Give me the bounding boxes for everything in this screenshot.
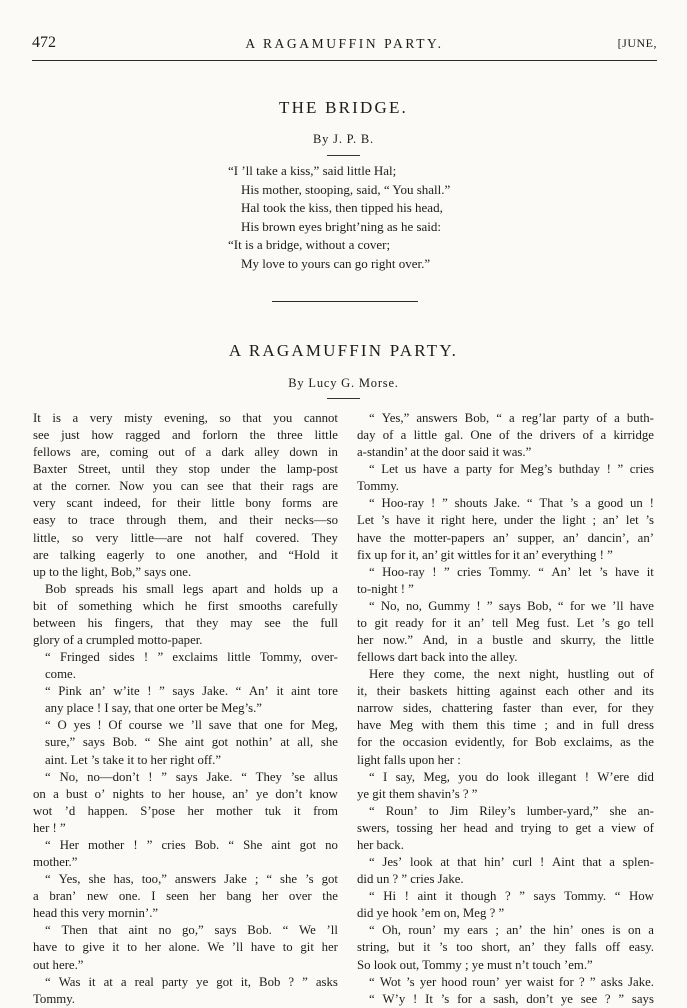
text-line: “ Hoo-ray ! ” cries Tommy. “ An’ let ’s have it — [369, 564, 654, 579]
text-line: “ Yes, she has, too,” answers Jake ; “ she ’s got — [45, 872, 338, 887]
section-divider — [272, 301, 418, 302]
text-line: to git ready for it an’ tell Meg fust. Let ’s go tell — [357, 615, 654, 630]
text-line: Bob spreads his small legs apart and holds up a — [45, 581, 338, 596]
text-line: “ Hoo-ray ! ” shouts Jake. “ That ’s a good un ! — [369, 496, 654, 511]
text-line: bit of something which he first smooths carefully — [33, 598, 338, 613]
text-line: narrow sides, chattering faster than ever, for they — [357, 701, 654, 716]
article-title: A RAGAMUFFIN PARTY. — [228, 341, 459, 360]
text-line: “ W’y ! It ’s for a sash, don’t ye see ? ” says — [369, 991, 654, 1006]
text-line: “ Pink an’ w’ite ! ” says Jake. “ An’ it aint tore — [45, 684, 338, 699]
text-line: for the occasion evidently, for Bob exclaims, as the — [357, 735, 654, 750]
poem-line: “I ’ll take a kiss,” said little Hal; — [228, 163, 397, 178]
text-line: swers, tossing her head and trying to get a view of — [357, 820, 654, 835]
article-title-rule — [327, 398, 360, 399]
article-byline: By Lucy G. Morse. — [288, 376, 399, 390]
header-rule — [32, 60, 657, 61]
text-line: Baxter Street, until they stop under the lamp-post — [33, 462, 338, 477]
text-line: aint. Let ’s take it to her right off.” — [45, 752, 222, 767]
text-line: sure,” says Bob. “ She aint got nothin’ at all, she — [45, 735, 338, 750]
text-line: “ Her mother ! ” cries Bob. “ She aint got no — [45, 837, 338, 852]
text-line: up to the light, Bob,” says one. — [33, 564, 192, 579]
text-line: mother.” — [33, 855, 78, 870]
text-line: “ Oh, roun’ my ears ; an’ the hin’ ones is on a — [369, 923, 654, 938]
text-line: It is a very misty evening, so that you cannot — [33, 411, 338, 425]
text-line: wot ’d happen. S’pose her mother tuk it from — [33, 803, 338, 818]
text-line: “ Fringed sides ! ” exclaims little Tommy, over- — [45, 650, 338, 665]
text-line: “ Then that aint no go,” says Bob. “ We ’ll — [45, 923, 338, 938]
text-line: have Meg with them this time ; and in full dress — [357, 718, 654, 733]
text-line: fix up for it, an’ git wittles for it an’ everything ! ” — [357, 547, 613, 562]
text-line: have to give it to her alone. We ’ll have to git her — [33, 940, 338, 955]
text-line: see just how ragged and forlorn the three little — [33, 428, 338, 443]
text-line: “ Wot ’s yer hood roun’ yer waist for ? ” asks Jake. — [369, 974, 654, 989]
text-line: her now.” And, in a bustle and skurry, the little — [357, 633, 654, 648]
text-line: did un ? ” cries Jake. — [357, 872, 464, 887]
text-line: “ Was it at a real party ye got it, Bob ? ” asks — [45, 974, 338, 989]
text-line: string, but it ’s too short, an’ they falls off easy. — [357, 940, 654, 955]
running-header — [32, 34, 657, 58]
text-line: Tommy. — [357, 479, 399, 494]
text-line: a-standin’ at the door said it was.” — [357, 445, 532, 460]
text-line: fellows are, coming out of a dark alley down in — [33, 445, 338, 460]
text-line: “ No, no, Gummy ! ” says Bob, “ for we ’ll have — [369, 598, 654, 613]
running-title: A RAGAMUFFIN PARTY. — [245, 36, 444, 51]
text-line: on a bust o’ nights to her house, an’ ye don’t know — [33, 786, 338, 801]
text-line: ye git them shavin’s ? ” — [357, 786, 478, 801]
text-line: her ! ” — [33, 820, 66, 835]
text-line: at the corner. Now you can see that their rags are — [33, 479, 338, 494]
text-line: very scant indeed, for their little bony forms are — [33, 496, 338, 511]
text-line: easy to trace through them, and their necks—so — [33, 513, 338, 528]
text-line: Let ’s have it right here, under the light ; an’ let ’s — [357, 513, 654, 528]
text-line: “ O yes ! Of course we ’ll save that one for Meg, — [45, 718, 338, 733]
page-number: 472 — [32, 34, 56, 51]
text-line: are talking eagerly to one another, and “Hold it — [33, 547, 338, 562]
text-line: head this very mornin’.” — [33, 906, 159, 921]
text-line: out here.” — [33, 957, 84, 972]
text-line: “ Yes,” answers Bob, “ a reg’lar party of a buth- — [369, 411, 654, 425]
poem-line: His mother, stooping, said, “ You shall.” — [241, 181, 451, 197]
text-line: “ Hi ! aint it though ? ” says Tommy. “ How — [369, 889, 654, 904]
article-column-right — [357, 410, 654, 1008]
text-line: day of a little gal. One of the drivers of a kirridge — [357, 428, 654, 443]
text-line: glory of a crumpled motto-paper. — [33, 633, 203, 648]
text-line: “ Roun’ to Jim Riley’s lumber-yard,” she an- — [369, 803, 654, 818]
text-line: fellows dart back into the alley. — [357, 650, 518, 665]
text-line: any place ! I say, that one orter be Meg’s.” — [45, 701, 262, 716]
text-line: “ No, no—don’t ! ” says Jake. “ They ’se allus — [45, 769, 338, 784]
header-month: [JUNE, — [617, 36, 657, 50]
text-line: did ye hook ’em on, Meg ? ” — [357, 906, 505, 921]
poem-line: His brown eyes bright’ning as he said: — [241, 218, 442, 234]
text-line: Tommy. — [33, 991, 75, 1006]
text-line: have the motter-papers an’ supper, an’ dancin’, an’ — [357, 530, 654, 545]
article-column-left — [33, 410, 338, 1008]
poem-line: Hal took the kiss, then tipped his head, — [241, 200, 443, 215]
text-line: a bran’ new one. I seen her bang her over the — [33, 889, 338, 904]
text-line: So look out, Tommy ; ye must n’t touch ’em.” — [357, 957, 593, 972]
text-line: to-night ! ” — [357, 581, 414, 596]
text-line: between his fingers, that they may see the full — [33, 615, 338, 630]
text-line: little, so very little—are not half covered. They — [33, 530, 338, 545]
text-line: light falls upon her : — [357, 752, 461, 767]
poem-title: THE BRIDGE. — [278, 98, 409, 117]
poem-title-rule — [327, 155, 360, 156]
text-line: “ Jes’ look at that hin’ curl ! Aint that a splen- — [369, 855, 654, 870]
text-line: Here they come, the next night, hustling out of — [369, 667, 654, 682]
text-line: come. — [45, 667, 76, 682]
poem-line: My love to yours can go right over.” — [241, 255, 431, 271]
poem-line: “It is a bridge, without a cover; — [228, 237, 391, 252]
poem-byline: By J. P. B. — [313, 132, 374, 146]
text-line: “ I say, Meg, you do look illegant ! W’ere did — [369, 769, 654, 784]
text-line: it, their baskets hitting against each other and its — [357, 684, 654, 699]
text-line: her back. — [357, 837, 404, 852]
text-line: “ Let us have a party for Meg’s buthday ! ” cries — [369, 462, 654, 477]
